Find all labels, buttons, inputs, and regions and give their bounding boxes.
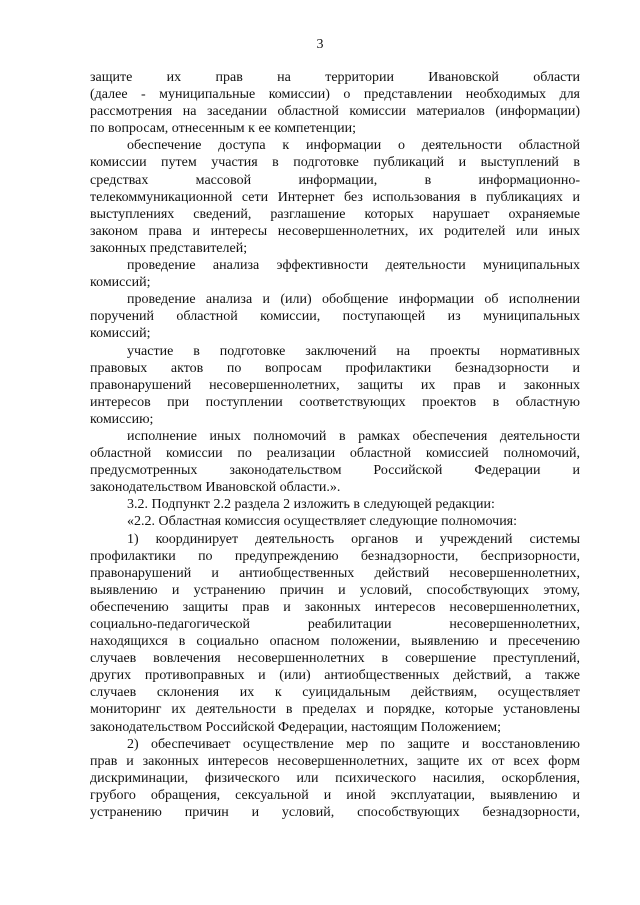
text-line: выступлениях сведений, разглашение которых нарушает охраняемые xyxy=(90,206,580,222)
text-line: обеспечению защиты прав и законных интересов несовершеннолетних, xyxy=(90,599,580,615)
text-line: 3.2. Подпункт 2.2 раздела 2 изложить в следующей редакции: xyxy=(127,497,495,513)
text-line: находящихся в социально опасном положении, выявлению и пресечению xyxy=(90,634,580,650)
text-line: защите их прав на территории Ивановской области xyxy=(90,70,580,85)
document-body xyxy=(90,69,580,821)
text-line: профилактики по предупреждению безнадзорности, беспризорности, xyxy=(90,548,580,564)
text-line: мониторинг их деятельности в пределах и порядке, которые установлены xyxy=(90,702,580,718)
text-line: законом права и интересы несовершеннолетних, их родителей или иных xyxy=(90,223,580,239)
text-line: случаев склонения их к суицидальным действиям, осуществляет xyxy=(90,685,580,701)
text-line: (далее - муниципальные комиссии) о представлении необходимых для xyxy=(90,87,580,103)
text-line: комиссий; xyxy=(90,326,151,342)
text-line: грубого обращения, сексуальной и иной эксплуатации, выявлению и xyxy=(90,787,580,803)
text-line: дискриминации, физического или психического насилия, оскорбления, xyxy=(90,770,580,786)
text-line: рассмотрения на заседании областной комиссии материалов (информации) xyxy=(90,104,580,120)
text-line: «2.2. Областная комиссия осуществляет следующие полномочия: xyxy=(127,514,518,530)
text-line: исполнение иных полномочий в рамках обеспечения деятельности xyxy=(127,428,580,444)
text-line: правовых актов по вопросам профилактики безнадзорности и xyxy=(90,360,580,376)
text-line: законодательством Российской Федерации, настоящим Положением; xyxy=(90,719,502,735)
text-line: телекоммуникационной сети Интернет без использования в публикациях и xyxy=(90,189,580,205)
text-line: законных представителей; xyxy=(90,240,248,256)
text-line: интересов при поступлении соответствующих проектов в областную xyxy=(90,394,580,410)
text-line: проведение анализа эффективности деятельности муниципальных xyxy=(127,258,580,274)
text-line: прав и законных интересов несовершеннолетних, защите их от всех форм xyxy=(90,753,580,769)
text-line: 2) обеспечивает осуществление мер по защите и восстановлению xyxy=(127,736,580,752)
text-line: устранению причин и условий, способствующих безнадзорности, xyxy=(90,805,580,821)
text-line: социально-педагогической реабилитации несовершеннолетних, xyxy=(90,617,580,632)
text-line: средствах массовой информации, в информационно- xyxy=(90,172,580,188)
text-line: правонарушений несовершеннолетних, защиты их прав и законных xyxy=(90,377,580,393)
text-line: по вопросам, отнесенным к ее компетенции; xyxy=(90,121,356,137)
text-line: предусмотренных законодательством Российской Федерации и xyxy=(90,463,580,479)
text-line: 1) координирует деятельность органов и учреждений системы xyxy=(127,531,580,547)
text-line: выявлению и устранению причин и условий, способствующих этому, xyxy=(90,582,580,598)
text-line: участие в подготовке заключений на проекты нормативных xyxy=(127,343,580,359)
text-line: других противоправных и (или) антиобщественных действий, а также xyxy=(90,668,580,684)
text-line: комиссий; xyxy=(90,275,151,291)
text-line: законодательством Ивановской области.». xyxy=(90,480,341,496)
text-line: проведение анализа и (или) обобщение информации об исполнении xyxy=(127,292,580,308)
text-line: поручений областной комиссии, поступающей из муниципальных xyxy=(90,309,580,325)
text-line: обеспечение доступа к информации о деятельности областной xyxy=(127,138,580,154)
text-line: правонарушений и антиобщественных действий несовершеннолетних, xyxy=(90,565,580,581)
text-line: областной комиссии по реализации областной комиссией полномочий, xyxy=(90,446,580,462)
text-line: комиссии путем участия в подготовке публикаций и выступлений в xyxy=(90,155,580,171)
page-number: 3 xyxy=(316,37,324,52)
text-line: комиссию; xyxy=(90,411,154,427)
text-line: случаев вовлечения несовершеннолетних в совершение преступлений, xyxy=(90,651,580,667)
